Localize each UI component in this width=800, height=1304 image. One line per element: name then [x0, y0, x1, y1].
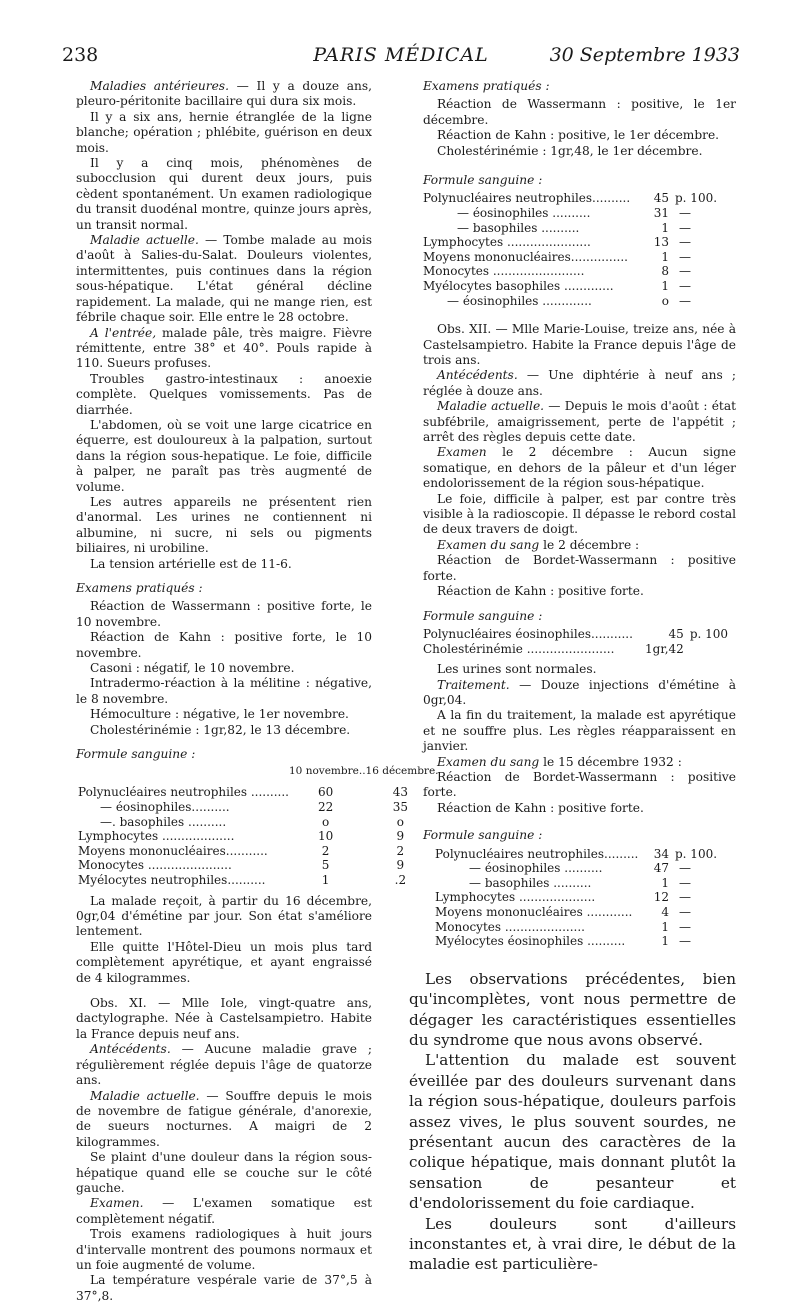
paragraph: La tension artérielle est de 11-6. — [90, 556, 292, 571]
table-row: — basophiles .......... 1 — — [469, 875, 691, 890]
paragraph: A l'entrée, malade pâle, très maigre. Fièvre rémittente, entre 38° et 40°. Pouls rapide à 110. Sueurs profuses. — [76, 325, 372, 371]
blood-formula-table — [78, 765, 439, 887]
table-row: Cholestérinémie ....................... 1gr,42 — [423, 641, 684, 656]
paragraph: Troubles gastro-intestinaux : anoexie complète. Quelques vomissements. Pas de diarrhée. — [76, 371, 372, 417]
exam-line: Réaction de Kahn : positive, le 1er décembre. — [437, 128, 720, 143]
column-header: 10 novembre. — [289, 765, 363, 778]
section-heading: Examens pratiqués : — [423, 79, 550, 93]
paragraph: Traitement. — Douze injections d'émétine à 0gr,04. — [423, 677, 736, 707]
exam-line: Intradermo-réaction à la mélitine : négative, le 8 novembre. — [76, 676, 372, 706]
table-row: Lymphocytes ................... 10 9 — [78, 829, 405, 844]
table-row: — éosinophiles.......... 22 35 — [100, 800, 408, 815]
exam-line: Réaction de Kahn : positive forte. — [437, 584, 644, 599]
paragraph: Les urines sont normales. — [437, 662, 597, 677]
table-row: Polynucléaires neutrophiles.......... 45 p. 100. — [423, 191, 718, 206]
observation-heading: Obs. XII. — Mlle Marie-Louise, treize ans, née à Castelsampietro. Habite la France depuis l'âge de trois ans. — [423, 322, 736, 367]
table-row: Monocytes ........................ 8 — — [423, 264, 691, 279]
paragraph: Antécédents. — Aucune maladie grave ; régulièrement réglée depuis l'âge de quatorze ans. — [76, 1042, 372, 1088]
section-heading: Formule sanguine : — [423, 828, 543, 843]
paragraph: La malade reçoit, à partir du 16 décembre, 0gr,04 d'émétine par jour. Son état s'améliore lentement. — [76, 893, 372, 939]
issue-date: 30 Septembre 1933 — [549, 44, 740, 66]
paragraph: Les observations précédentes, bien qu'incomplètes, vont nous permettre de dégager les caractéristiques essentielles du syndrome que nous avons observé. — [409, 969, 736, 1049]
paragraph: Maladie actuelle. — Souffre depuis le mois de novembre de fatigue générale, d'anorexie, de sueurs nocturnes. A maigri de 2 kilogrammes. — [76, 1088, 372, 1149]
paragraph: Les autres appareils ne présentent rien d'anormal. Les urines ne contiennent ni albumine, ni sucre, ni sels ou pigments biliaires, ni urobiline. — [76, 494, 372, 556]
section-heading: Formule sanguine : — [423, 173, 543, 188]
table-row: — éosinophiles .......... 31 — — [457, 206, 691, 221]
table-row: Moyens mononucléaires ............ 4 — — [435, 904, 691, 919]
exam-line: Casoni : négatif, le 10 novembre. — [90, 661, 295, 676]
paragraph: Maladie actuelle. — Depuis le mois d'août : état subfébrile, amaigrissement, perte de l'appétit ; arrêt des règles depuis cette date. — [423, 399, 736, 445]
exam-line: Réaction de Kahn : positive forte. — [437, 800, 644, 815]
table-row: Myélocytes neutrophiles.......... 1 .2 — [78, 873, 407, 888]
table-row: Polynucléaires éosinophiles........... 45 p. 100 — [423, 626, 729, 641]
exam-line: Réaction de Wassermann : positive forte, le 10 novembre. — [76, 599, 372, 629]
paragraph: Examen. — L'examen somatique est complètement négatif. — [76, 1196, 372, 1226]
exam-line: Hémoculture : négative, le 1er novembre. — [90, 707, 349, 722]
paragraph: Antécédents. — Une diphtérie à neuf ans ; réglée à douze ans. — [423, 368, 736, 398]
paragraph: A la fin du traitement, la malade est apyrétique et ne souffre plus. Les règles réapparaissent en janvier. — [423, 708, 736, 754]
table-row: Monocytes ...................... 5 9 — [78, 858, 405, 873]
paragraph: L'abdomen, où se voit une large cicatrice en équerre, est douloureux à la palpation, surtout dans la région sous-hepatique. Le foie, difficile à palper, ne paraît pas très augmenté de volume. — [76, 417, 372, 494]
paragraph: Maladie actuelle. — Tombe malade au mois d'août à Salies-du-Salat. Douleurs violentes, intermittentes, puis continues dans la région sous-hépatique. L'état général décline rapidement. La malade, qui ne mange rien, est fébrile chaque soir. Elle entre le 28 octobre. — [76, 233, 372, 325]
table-row: Polynucléaires neutrophiles......... 34 p. 100. — [435, 846, 718, 861]
main-body-text — [409, 969, 736, 1275]
paragraph: L'attention du malade est souvent éveillée par des douleurs survenant dans la région sous-hépatique, douleurs parfois assez vives, le plus souvent sourdes, ne présentant aucun des caractères de la colique hépatique, mais donnant plutôt la sensation de pesanteur et d'endolorissement du foie cardiaque. — [409, 1051, 736, 1213]
table-row: Moyens mononucléaires........... 2 2 — [78, 843, 405, 858]
table-row: Lymphocytes .................... 12 — — [435, 890, 691, 905]
paragraph: Il y a cinq mois, phénomènes de subocclusion qui durent deux jours, puis cèdent spontanément. Un examen radiologique du transit duodénal montre, quinze jours après, un transit normal. — [76, 156, 372, 232]
table-row: Monocytes ..................... 1 — — [435, 919, 691, 934]
paragraph: La température vespérale varie de 37°,5 à 37°,8. — [76, 1273, 372, 1303]
running-header — [62, 44, 740, 76]
blood-formula-table — [435, 847, 735, 949]
exam-line: Cholestérinémie : 1gr,48, le 1er décembre. — [437, 143, 703, 158]
table-row: — éosinophiles ............. o — — [447, 293, 691, 308]
table-row: — éosinophiles .......... 47 — — [469, 861, 691, 876]
paragraph: Trois examens radiologiques à huit jours d'intervalle montrent des poumons normaux et un foie augmenté de volume. — [76, 1227, 372, 1272]
table-row: Myélocytes éosinophiles .......... 1 — — [435, 934, 691, 949]
paragraph: Le foie, difficile à palper, est par contre très visible à la radioscopie. Il dépasse le rebord costal de deux travers de doigt. — [423, 491, 736, 537]
table-row: Lymphocytes ...................... 13 — — [423, 235, 691, 250]
table-row: Moyens mononucléaires............... 1 — — [423, 249, 691, 264]
table-row: — basophiles .......... 1 — — [457, 220, 691, 235]
journal-title: PARIS MÉDICAL — [313, 44, 489, 66]
right-column — [409, 79, 736, 1275]
blood-formula-table — [423, 191, 733, 308]
table-row: —. basophiles .......... o o — [100, 814, 404, 829]
column-header: .16 décembre. — [362, 765, 439, 778]
paragraph: Examen du sang le 2 décembre : — [437, 537, 640, 552]
section-heading: Examens pratiqués : — [76, 581, 203, 595]
blood-formula-table — [423, 627, 733, 656]
section-heading: Formule sanguine : — [76, 747, 196, 762]
left-column — [76, 79, 439, 1304]
exam-line: Réaction de Wassermann : positive, le 1er décembre. — [423, 97, 736, 127]
exam-line: Réaction de Bordet-Wassermann : positive forte. — [423, 553, 736, 583]
paragraph: Il y a six ans, hernie étranglée de la ligne blanche; opération ; phlébite, guérison en deux mois. — [76, 109, 372, 155]
paragraph: Examen du sang le 15 décembre 1932 : — [437, 754, 682, 769]
paragraph: Elle quitte l'Hôtel-Dieu un mois plus tard complètement apyrétique, et ayant engraissé de 4 kilogrammes. — [76, 939, 372, 985]
observation-heading: Obs. XI. — Mlle Iole, vingt-quatre ans, dactylographe. Née à Castelsampietro. Habite la France depuis neuf ans. — [76, 996, 372, 1041]
section-heading: Formule sanguine : — [423, 608, 543, 623]
paragraph: Se plaint d'une douleur dans la région sous-hépatique quand elle se couche sur le côté gauche. — [76, 1150, 372, 1195]
exam-line: Réaction de Kahn : positive forte, le 10 novembre. — [76, 630, 372, 660]
paragraph: Examen le 2 décembre : Aucun signe somatique, en dehors de la pâleur et d'un léger endolorissement de la région sous-hépatique. — [423, 445, 736, 491]
paragraph: Les douleurs sont d'ailleurs inconstantes et, à vrai dire, le début de la maladie est particulière- — [409, 1214, 736, 1274]
paragraph: Maladies antérieures. — Il y a douze ans, pleuro-péritonite bacillaire qui dura six mois. — [76, 79, 372, 109]
table-row: Myélocytes basophiles ............. 1 — — [423, 279, 691, 293]
table-row: Polynucléaires neutrophiles .......... 60 43 — [78, 785, 408, 800]
exam-line: Réaction de Bordet-Wassermann : positive forte. — [423, 769, 736, 800]
exam-line: Cholestérinémie : 1gr,82, le 13 décembre. — [90, 722, 351, 737]
page-number: 238 — [62, 44, 99, 66]
